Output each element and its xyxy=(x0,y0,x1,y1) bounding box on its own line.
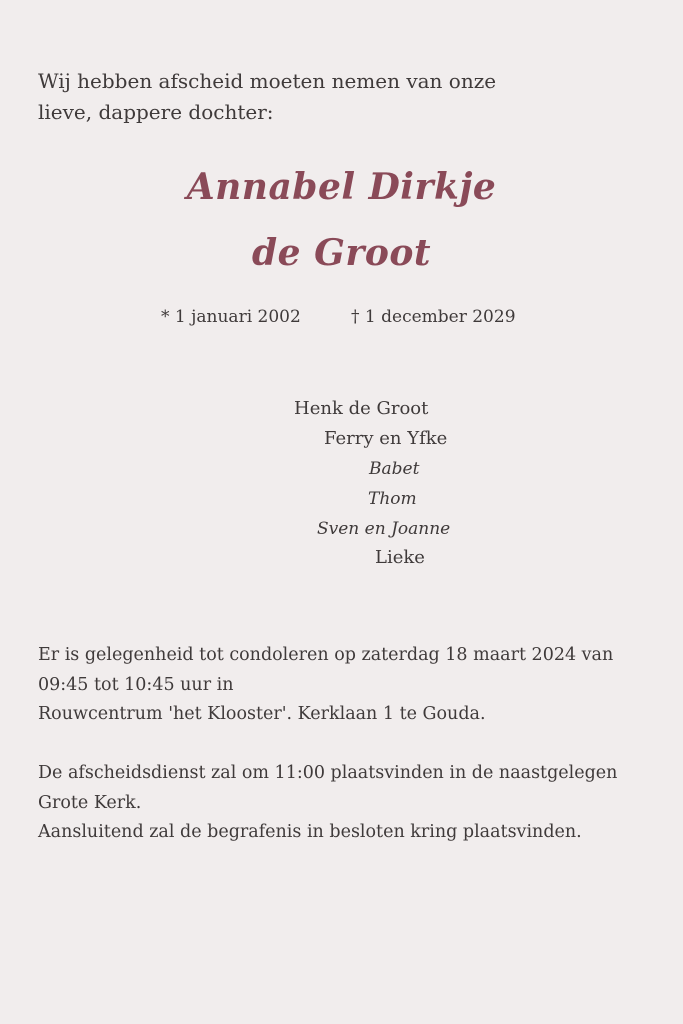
family-member: Sven en Joanne xyxy=(317,519,451,539)
family-member: Ferry en Yfke xyxy=(324,428,448,449)
family-member: Henk de Groot xyxy=(294,398,429,419)
condolence-line-2: 09:45 tot 10:45 uur in xyxy=(38,674,234,695)
deceased-surname: de Groot xyxy=(252,232,431,274)
intro-line-2: lieve, dappere dochter: xyxy=(38,100,274,124)
condolence-line-3: Rouwcentrum 'het Klooster'. Kerklaan 1 te Gouda. xyxy=(38,704,486,724)
service-line-2: Grote Kerk. xyxy=(38,792,142,813)
intro-line-1: Wij hebben afscheid moeten nemen van onze xyxy=(38,69,497,93)
service-line-1: De afscheidsdienst zal om 11:00 plaatsvinden in de naastgelegen xyxy=(38,763,618,783)
service-line-3: Aansluitend zal de begrafenis in besloten kring plaatsvinden. xyxy=(38,822,582,842)
service-paragraph xyxy=(38,759,653,848)
deceased-first-names: Annabel Dirkje xyxy=(186,166,497,208)
death-date: † 1 december 2029 xyxy=(351,307,516,327)
family-member: Babet xyxy=(369,459,420,479)
birth-date: * 1 januari 2002 xyxy=(161,307,301,327)
intro-text xyxy=(38,66,638,128)
condolence-paragraph xyxy=(38,641,653,730)
family-member: Thom xyxy=(368,489,417,509)
condolence-line-1: Er is gelegenheid tot condoleren op zaterdag 18 maart 2024 van xyxy=(38,645,614,665)
family-member: Lieke xyxy=(375,547,425,568)
